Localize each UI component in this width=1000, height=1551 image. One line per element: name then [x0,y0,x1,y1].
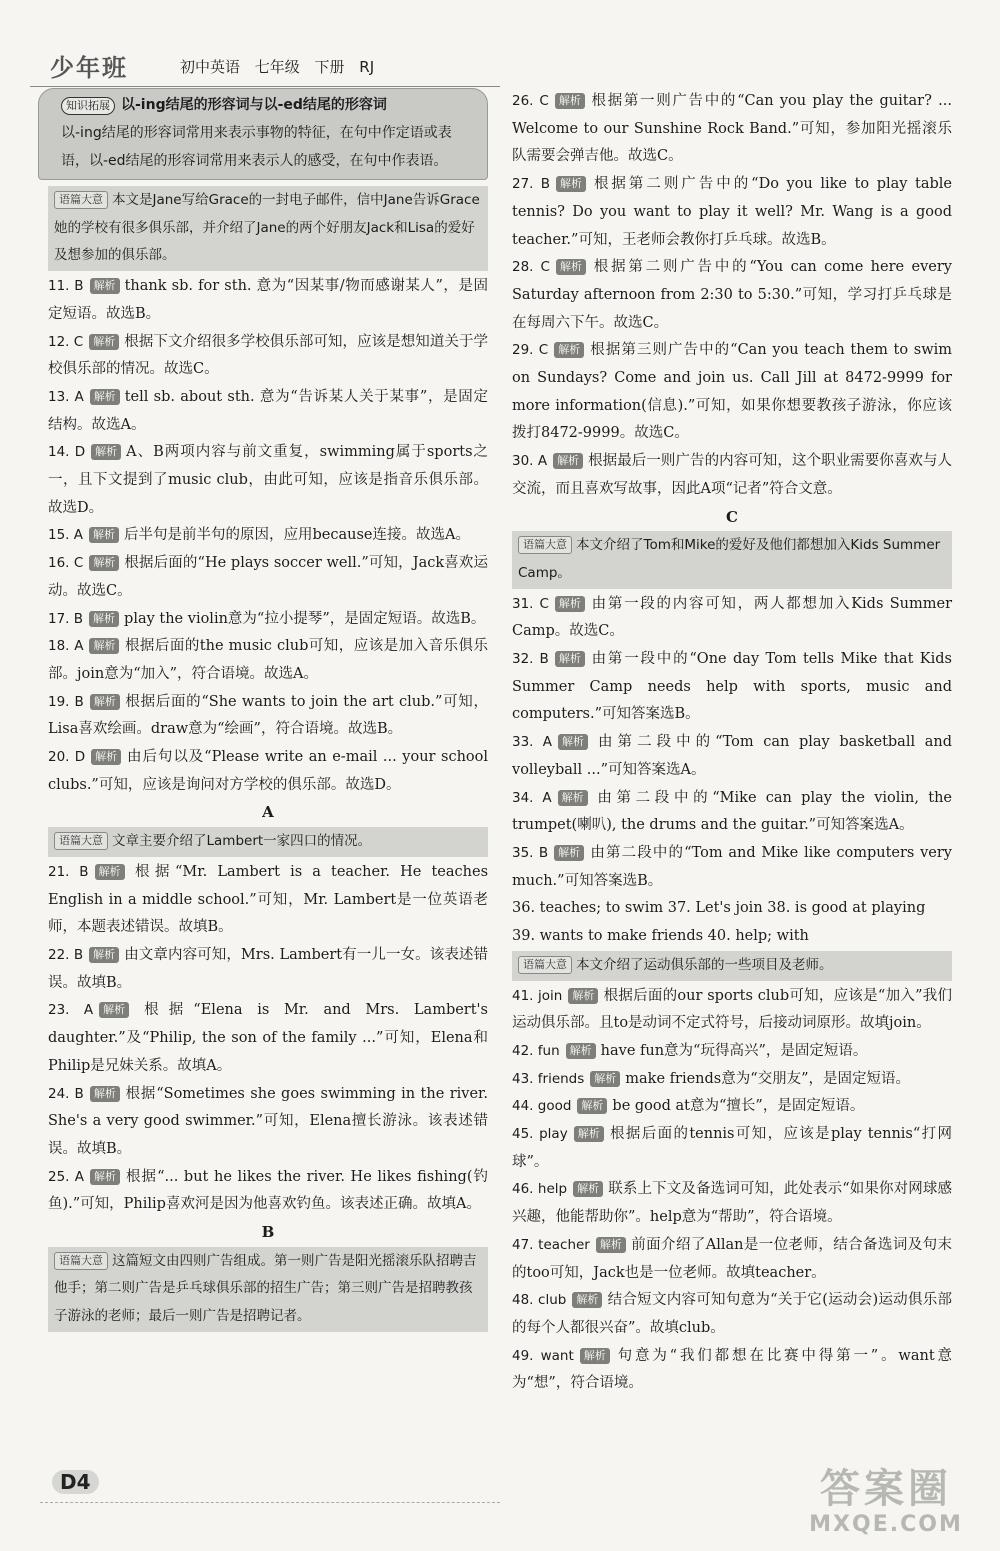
explanation-text: 根据后面的tennis可知，应该是play tennis“打网球”。 [512,1126,952,1170]
answer-number: 44. good [512,1098,572,1115]
book-info: 初中英语 七年级 下册 RJ [180,58,375,76]
series-logo: 少年班 [50,53,128,82]
explanation-badge: 解析 [553,453,583,469]
explanation-text: 根据最后一则广告的内容可知，这个职业需要你喜欢与人交流，而且喜欢写故事，因此A项“记者”符合文意。 [512,453,953,497]
summary-text: 本文是Jane写给Grace的一封电子邮件，信中Jane告诉Grace她的学校有很多俱乐部，并介绍了Jane的两个好朋友Jack和Lisa的爱好及想参加的俱乐部。 [54,192,480,264]
explanation-text: 根据后面的the music club可知，应该是加入音乐俱乐部。join意为“加入”，符合语境。故选A。 [48,638,488,682]
explanation-text: 根据第一则广告中的“Can you play the guitar? ... Welcome to our Sunshine Rock Band.”可知，参加阳光摇滚乐队需要会弹吉他。故选C。 [512,93,952,165]
right-column [512,88,952,1398]
answer-number: 47. teacher [512,1236,590,1253]
answer-item [48,744,488,799]
summary-text: 文章主要介绍了Lambert一家四口的情况。 [112,833,372,850]
answer-item [512,171,952,254]
answer-number: 41. join [512,987,563,1004]
answer-item [48,997,488,1080]
explanation-text: 联系上下文及备选词可知，此处表示“如果你对网球感兴趣，他能帮助你”。help意为“帮助”，符合语境。 [512,1181,952,1226]
summary-text: 本文介绍了Tom和Mike的爱好及他们都想加入Kids Summer Camp。 [518,537,941,581]
answer-item [48,859,488,942]
explanation-text: A、B两项内容与前文重复，swimming属于sports之一，且下文提到了music club，由此可知，应该是指音乐俱乐部。故选D。 [48,444,489,516]
answer-number: 23. A [48,1002,94,1019]
explanation-text: 根据“... but he likes the river. He likes fishing(钓鱼).”可知，Philip喜欢河是因为他喜欢钓鱼。该表述正确。故填A。 [48,1168,488,1213]
answer-line: 36. teaches; to swim 37. Let's join 38. is good at playing [512,900,926,917]
answer-line: 39. wants to make friends 40. help; with [512,928,809,945]
summary-badge: 语篇大意 [54,832,108,850]
tip-tag: 知识拓展 [61,97,115,115]
page-header [30,46,500,87]
answer-number: 22. B [48,946,84,963]
answer-item [48,550,488,605]
answer-item [512,840,952,895]
explanation-text: 根据第二则广告中的“Do you like to play table tennis? Do you want to play it well? Mr. Wang is a good teacher.”可知，王老师会教你打乒乓球。故选B。 [512,176,953,248]
answer-number: 12. C [48,333,84,350]
explanation-text: 根据“Elena is Mr. and Mrs. Lambert's daughter.”及“Philip, the son of the family ...”可知，Elena和Philip是兄妹关系。故填A。 [48,1002,488,1074]
explanation-badge: 解析 [90,694,120,710]
explanation-badge: 解析 [91,749,121,765]
answer-item [512,337,952,448]
summary-badge: 语篇大意 [54,191,108,209]
explanation-text: be good at意为“擅长”，是固定短语。 [612,1098,865,1115]
answer-number: 49. want [512,1347,574,1364]
summary-badge: 语篇大意 [54,1252,108,1270]
answer-item [512,591,952,646]
explanation-badge: 解析 [596,1237,626,1253]
answer-number: 14. D [48,444,86,461]
passage-summary [512,951,952,981]
answer-item [48,329,488,384]
explanation-text: 前面介绍了Allan是一位老师，结合备选词及句末的too可知，Jack也是一位老师。故填teacher。 [512,1236,953,1281]
page-number: D4 [52,1470,99,1494]
answer-number: 11. B [48,278,84,295]
answer-item [48,273,488,328]
answer-item [512,88,952,171]
explanation-badge: 解析 [580,1348,610,1364]
answer-number: 35. B [512,844,549,861]
explanation-text: have fun意为“玩得高兴”，是固定短语。 [600,1042,868,1059]
explanation-text: 结合短文内容可知句意为“关于它(运动会)运动俱乐部的每个人都很兴奋”。故填club。 [512,1292,952,1336]
answer-number: 48. club [512,1292,567,1309]
passage-summary [48,186,488,271]
page-footer [40,1466,500,1503]
answer-item [512,1038,952,1066]
explanation-text: 后半句是前半句的原因，应用because连接。故选A。 [124,527,470,544]
answer-number: 15. A [48,527,83,544]
answer-item [48,689,488,744]
answer-number: 43. friends [512,1070,585,1087]
answer-item [512,1093,952,1121]
answer-number: 33. A [512,734,553,751]
explanation-badge: 解析 [568,988,598,1004]
answer-number: 21. B [48,863,89,880]
explanation-badge: 解析 [554,845,584,861]
explanation-badge: 解析 [90,1169,120,1185]
explanation-badge: 解析 [90,389,120,405]
passage-summary [48,1247,488,1332]
explanation-badge: 解析 [89,611,119,627]
passage-summary [512,531,952,588]
summary-text: 这篇短文由四则广告组成。第一则广告是阳光摇滚乐队招聘吉他手；第二则广告是乒乓球俱乐部的招生广告；第三则广告是招聘教孩子游泳的老师；最后一则广告是招聘记者。 [54,1252,477,1325]
answer-number: 26. C [512,93,549,109]
explanation-badge: 解析 [554,342,584,358]
explanation-text: 由第二段中的“Mike can play the violin, the trumpet(喇叭), the drums and the guitar.”可知答案选A。 [512,789,952,834]
answer-number: 19. B [48,693,84,710]
explanation-badge: 解析 [573,1181,603,1197]
watermark-logo: 答案圈 [820,1466,952,1512]
explanation-text: 根据“Mr. Lambert is a teacher. He teaches English in a middle school.”可知，Mr. Lambert是一位英语老师，本题表述错误。故填B。 [48,863,489,936]
section-c-heading: C [726,507,738,526]
section-a-heading: A [262,803,274,822]
answer-number: 42. fun [512,1042,560,1059]
answer-item [512,983,952,1038]
explanation-text: 根据第二则广告中的“You can come here every Saturday afternoon from 2:30 to 5:30.”可知，学习打乒乓球是在每周六下午。故选C。 [512,259,952,331]
answer-item [48,439,488,522]
explanation-text: 根据后面的our sports club可知，应该是“加入”我们运动俱乐部。且to是动词不定式符号，后接动词原形。故填join。 [512,987,953,1032]
answer-item [512,785,952,840]
explanation-badge: 解析 [558,734,588,750]
answer-item [512,1121,952,1176]
answer-number: 28. C [512,259,550,276]
explanation-badge: 解析 [556,176,586,192]
answer-number: 25. A [48,1168,85,1185]
left-column [48,88,488,1334]
answer-item [512,254,952,337]
knowledge-tip [38,88,488,180]
explanation-text: 由文章内容可知，Mrs. Lambert有一儿一女。该表述错误。故填B。 [48,946,488,991]
summary-badge: 语篇大意 [518,956,572,974]
explanation-badge: 解析 [89,555,119,571]
explanation-badge: 解析 [556,259,586,275]
answer-item [512,1232,952,1287]
answer-number: 29. C [512,342,549,359]
explanation-text: 根据后面的“He plays soccer well.”可知，Jack喜欢运动。故选C。 [48,555,488,599]
explanation-text: 由第一段中的“One day Tom tells Mike that Kids Summer Camp needs help with sports, music and computers.”可知答案选B。 [512,651,952,723]
answer-number: 18. A [48,638,84,655]
answer-item [48,633,488,688]
answer-item [48,1164,488,1219]
answer-item [512,1287,952,1342]
explanation-badge: 解析 [95,864,125,880]
answer-item [512,646,952,729]
explanation-badge: 解析 [555,651,585,667]
explanation-text: 根据第三则广告中的“Can you teach them to swim on Sundays? Come and join us. Call Jill at 8472-9999 for more information(信息).”可知，如果你想要教孩子游泳，你应该拨打8472-9999。故选C。 [512,342,952,442]
answer-number: 13. A [48,388,84,405]
explanation-text: 由第二段中的“Tom and Mike like computers very much.”可知答案选B。 [512,844,952,889]
answer-number: 31. C [512,595,549,612]
answer-number: 17. B [48,610,84,627]
answer-item [48,384,488,439]
explanation-badge: 解析 [89,334,119,350]
explanation-text: tell sb. about sth. 意为“告诉某人关于某事”，是固定结构。故选A。 [48,388,488,433]
explanation-badge: 解析 [558,790,588,806]
explanation-badge: 解析 [90,278,120,294]
section-b-heading: B [261,1223,275,1242]
explanation-badge: 解析 [99,1002,129,1018]
passage-summary [48,827,488,857]
explanation-badge: 解析 [90,1086,120,1102]
explanation-text: make friends意为“交朋友”，是固定短语。 [625,1070,911,1087]
answer-number: 16. C [48,555,84,572]
answer-number: 24. B [48,1085,84,1102]
explanation-text: play the violin意为“拉小提琴”，是固定短语。故选B。 [124,610,486,627]
answer-item [512,1343,952,1398]
explanation-badge: 解析 [574,1126,604,1142]
explanation-badge: 解析 [89,947,119,963]
answer-number: 32. B [512,651,549,668]
summary-badge: 语篇大意 [518,536,572,554]
explanation-text: 根据下文介绍很多学校俱乐部可知，应该是想知道关于学校俱乐部的情况。故选C。 [48,333,489,378]
answer-item [48,942,488,997]
answer-item [512,1176,952,1231]
explanation-badge: 解析 [590,1071,620,1087]
explanation-text: 由第二段中的“Tom can play basketball and volleyball ...”可知答案选A。 [512,734,952,778]
explanation-text: 根据“Sometimes she goes swimming in the river. She's a very good swimmer.”可知，Elena擅长游泳。该表述错误。故填B。 [48,1085,488,1157]
summary-text: 本文介绍了运动俱乐部的一些项目及老师。 [576,956,833,973]
answer-number: 34. A [512,789,552,806]
site-watermark [796,1466,976,1546]
answer-item [48,522,488,550]
answer-item [48,606,488,634]
explanation-badge: 解析 [555,596,585,612]
explanation-text: thank sb. for sth. 意为“因某事/物而感谢某人”，是固定短语。故选B。 [48,278,488,322]
answer-number: 46. help [512,1181,568,1198]
tip-body: 以-ing结尾的形容词常用来表示事物的特征，在句中作定语或表语，以-ed结尾的形容词常用来表示人的感受，在句中作表语。 [61,125,452,169]
answer-number: 30. A [512,453,548,470]
answer-item [48,1081,488,1164]
tip-title: 以-ing结尾的形容词与以-ed结尾的形容词 [121,97,387,113]
answer-item [512,1066,952,1094]
explanation-badge: 解析 [89,638,119,654]
answer-number: 45. play [512,1126,568,1143]
explanation-text: 句意为“我们都想在比赛中得第一”。want意为“想”，符合语境。 [512,1347,952,1392]
answer-item [512,729,952,784]
explanation-badge: 解析 [572,1292,602,1308]
explanation-badge: 解析 [566,1043,596,1059]
explanation-badge: 解析 [89,527,119,543]
explanation-text: 由第一段的内容可知，两人都想加入Kids Summer Camp。故选C。 [512,595,953,640]
answer-number: 27. B [512,176,550,193]
watermark-url: MXQE.COM [809,1512,963,1537]
answer-item [512,448,952,503]
explanation-text: 由后句以及“Please write an e-mail ... your school clubs.”可知，应该是询问对方学校的俱乐部。故选D。 [48,749,489,793]
explanation-badge: 解析 [91,444,121,460]
explanation-text: 根据后面的“She wants to join the art club.”可知，Lisa喜欢绘画。draw意为“绘画”，符合语境。故选B。 [48,693,488,738]
explanation-badge: 解析 [555,93,585,109]
explanation-badge: 解析 [577,1098,607,1114]
answer-number: 20. D [48,749,86,766]
